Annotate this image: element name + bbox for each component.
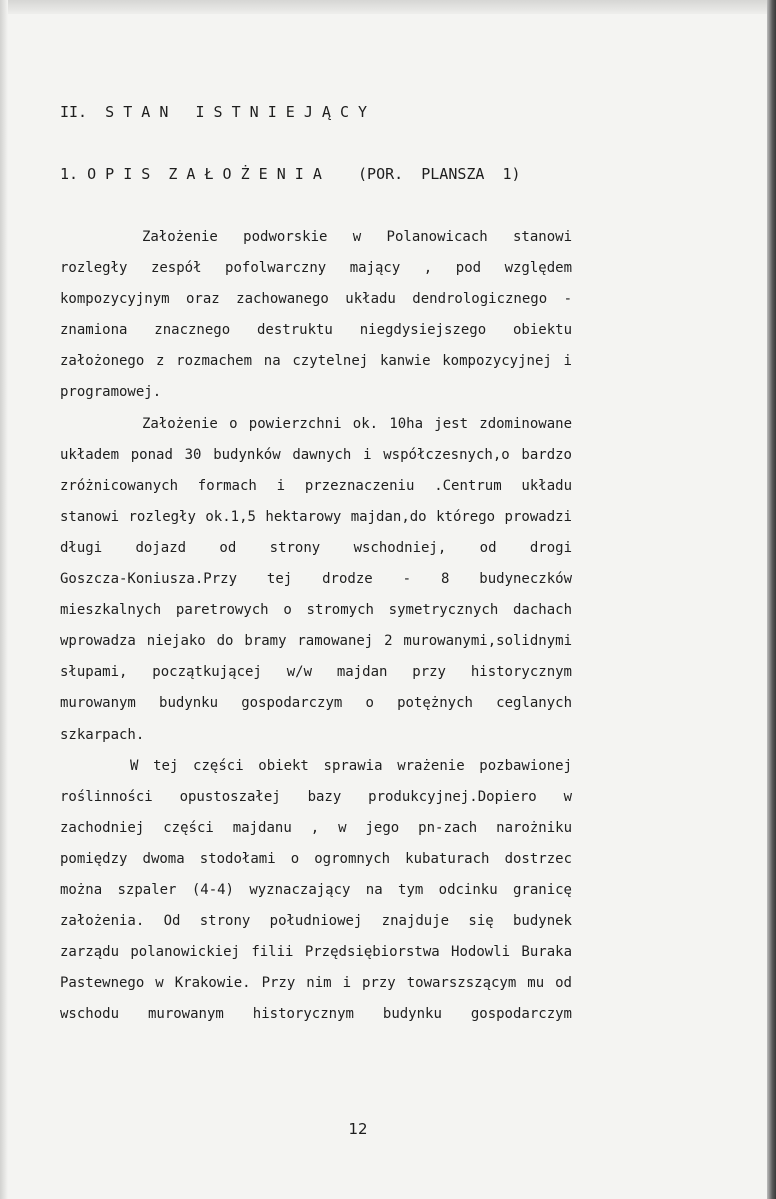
text-line: założenia. Od strony południowej znajduje się budynek (60, 913, 572, 930)
text-line: wprowadza niejako do bramy ramowanej 2 murowanymi,solidnymi (60, 633, 572, 650)
text-line: mieszkalnych paretrowych o stromych symetrycznych dachach (60, 602, 572, 619)
text-line: zróżnicowanych formach i przeznaczeniu .Centrum układu (60, 477, 572, 494)
text-line: stanowi rozległy ok.1,5 hektarowy majdan,do którego prowadzi (60, 508, 572, 525)
scan-edge-left (0, 0, 8, 1199)
text-line: długi dojazd od strony wschodniej, od drogi (60, 539, 572, 556)
text-line: układem ponad 30 budynków dawnych i współczesnych,o bardzo (60, 446, 572, 463)
text-line: W tej części obiekt sprawia wrażenie pozbawionej (130, 757, 572, 774)
text-line: można szpaler (4-4) wyznaczający na tym odcinku granicę (60, 881, 572, 898)
text-line: zarządu polanowickiej filii Przędsiębiorstwa Hodowli Buraka (60, 944, 572, 961)
text-line: wschodu murowanym historycznym budynku gospodarczym (60, 1006, 572, 1023)
scan-edge-top (0, 0, 776, 14)
text-line: Pastewnego w Krakowie. Przy nim i przy towarszszącym mu od (60, 975, 572, 992)
text-line: kompozycyjnym oraz zachowanego układu dendrologicznego - (60, 291, 572, 308)
text-line: zachodniej części majdanu , w jego pn-zach narożniku (60, 819, 572, 836)
text-line: szkarpach. (60, 726, 145, 743)
text-line: Goszcza-Koniusza.Przy tej drodze - 8 budyneczków (60, 571, 572, 588)
text-line: Założenie podworskie w Polanowicach stanowi (142, 229, 572, 245)
text-line: roślinności opustoszałej bazy produkcyjnej.Dopiero w (60, 788, 572, 805)
scan-edge-right (767, 0, 776, 1199)
text-line: znamiona znacznego destruktu niegdysiejszego obiektu (60, 322, 572, 339)
text-line: programowej. (60, 384, 162, 401)
section-heading: II. S T A N I S T N I E J Ą C Y (60, 103, 368, 121)
text-line: założonego z rozmachem na czytelnej kanwie kompozycyjnej i (60, 353, 572, 370)
text-line: pomiędzy dwoma stodołami o ogromnych kubaturach dostrzec (60, 850, 572, 867)
text-line: rozległy zespół pofolwarczny mający , pod względem (60, 260, 572, 277)
page-number: 12 (348, 1120, 368, 1138)
body-text (60, 222, 572, 1030)
text-line: słupami, początkującej w/w majdan przy historycznym (60, 664, 572, 681)
text-line: Założenie o powierzchni ok. 10ha jest zdominowane (142, 415, 572, 432)
subsection-heading: 1. O P I S Z A Ł O Ż E N I A (POR. PLANSZA 1) (60, 165, 521, 183)
text-line: murowanym budynku gospodarczym o potężnych ceglanych (60, 695, 572, 712)
